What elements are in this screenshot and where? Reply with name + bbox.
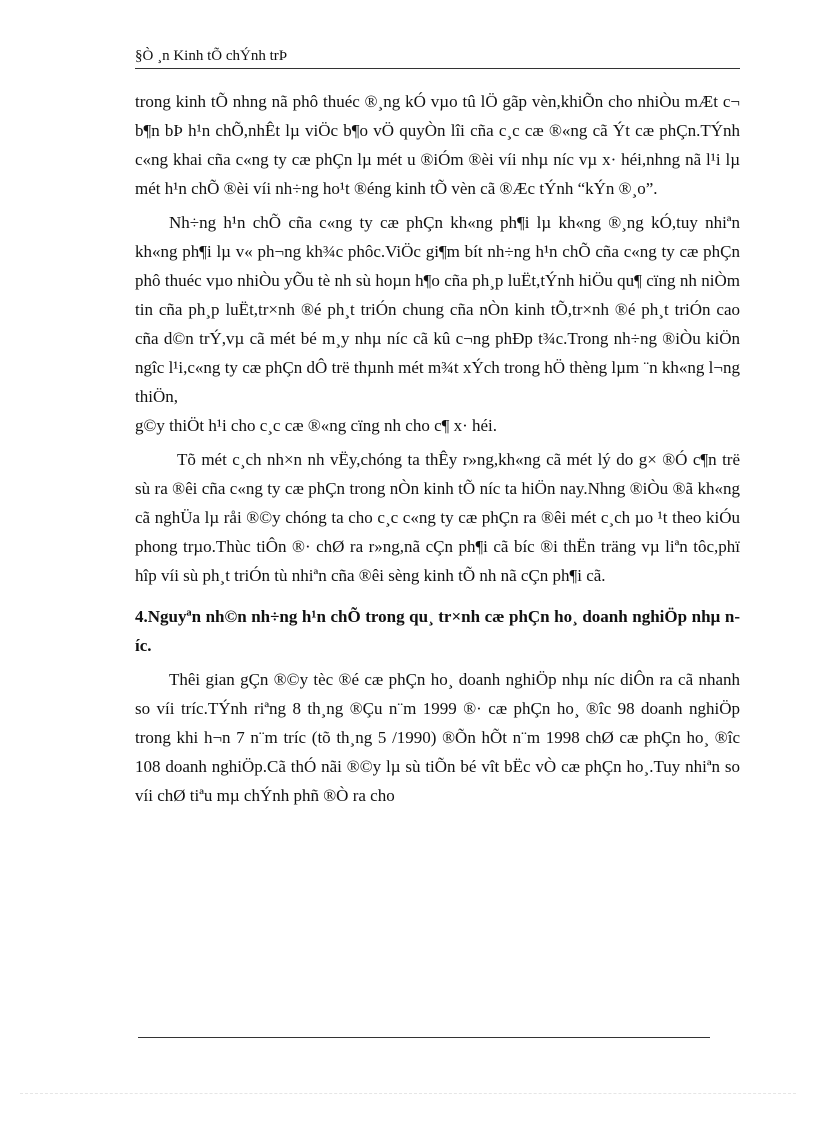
section-heading: 4.Nguyªn nh©n nh÷ng h¹n chÕ trong qu¸ tr×nh cæ phÇn ho¸ doanh nghiÖp nhµ níc.	[135, 607, 740, 655]
paragraph-conclusion: Tõ mét c¸ch nh×n nh vËy,chóng ta thÊy r»ng,kh«ng cã mét lý do g× ®Ó c¶n trë sù ra ®êi cña c«ng ty cæ phÇn trong nÒn kinh tÕ níc ta hiÖn nay.Nhng ®iÒu ®ã kh«ng cã nghÜa lµ råi ®©y chóng ta cho c¸c c«ng ty cæ phÇn ra ®êi mét c¸ch µo ¹t theo kiÓu phong trµo.Thùc tiÔn ®· chØ ra r»ng,nã cÇn ph¶i cã bíc ®i thËn träng vµ liªn tôc,phï hîp víi sù ph¸t triÓn tù nhiªn cña ®êi sèng kinh tÕ nh nã cÇn ph¶i cã.	[135, 450, 740, 585]
footer-rule	[138, 1037, 710, 1038]
paragraph-continuation: trong kinh tÕ nhng nã phô thuéc ®¸ng kÓ vµo tû lÖ gãp vèn,khiÕn cho nhiÒu mÆt c¬ b¶n bÞ h¹n chÕ,nhÊt lµ viÖc b¶o vÖ quyÒn lîi cña c¸c cæ ®«ng cã Ýt cæ phÇn.TÝnh c«ng khai cña c«ng ty cæ phÇn lµ mét u ®iÓm ®èi víi nhµ níc vµ x· héi,nhng nã l¹i lµ mét h¹n chÕ ®èi víi nh÷ng ho¹t ®éng kinh tÕ vèn cã ®Æc tÝnh “kÝn ®¸o”.	[135, 92, 740, 198]
paragraph-fragment: g©y thiÖt h¹i cho c¸c cæ ®«ng cïng nh cho c¶ x· héi.	[135, 416, 498, 435]
paragraph-limitations: Nh÷ng h¹n chÕ cña c«ng ty cæ phÇn kh«ng ph¶i lµ kh«ng ®¸ng kÓ,tuy nhiªn kh«ng ph¶i lµ v« ph¬ng kh¾c phôc.ViÖc gi¶m bít nh÷ng h¹n chÕ cña c«ng ty cæ phÇn phô thuéc vµo nhiÒu yÕu tè nh sù hoµn h¶o cña ph¸p luËt,tÝnh hiÖu qu¶ cïng nh niÒm tin cña ph¸p luËt,tr×nh ®é ph¸t triÓn chung cña nÒn kinh tÕ,tr×nh ®é ph¸t triÓn cao cña d©n trÝ,vµ cã mét bé m¸y nhµ níc cã kû c¬ng phÐp t¾c.Trong nh÷ng ®iÒu kiÖn ngîc l¹i,c«ng ty cæ phÇn dÔ trë thµnh mét m¾t xÝch trong hÖ thèng lµm ¨n kh«ng l¬ng thiÖn,	[135, 213, 740, 406]
header-rule	[135, 68, 740, 69]
running-header: §Ò ¸n Kinh tÕ chÝnh trÞ	[135, 48, 288, 64]
page-edge	[20, 1093, 796, 1094]
paragraph-progress: Thêi gian gÇn ®©y tèc ®é cæ phÇn ho¸ doanh nghiÖp nhµ níc diÔn ra cã nhanh so víi tríc.TÝnh riªng 8 th¸ng ®Çu n¨m 1999 ®· cæ phÇn ho¸ ®îc 98 doanh nghiÖp trong khi h¬n 7 n¨m tríc (tõ th¸ng 5 /1990) ®Õn hÕt n¨m 1998 chØ cæ phÇn ho¸ ®îc 108 doanh nghiÖp.Cã thÓ nãi ®©y lµ sù tiÕn bé vît bËc vÒ cæ phÇn ho¸.Tuy nhiªn so víi chØ tiªu mµ chÝnh phñ ®Ò ra cho	[135, 670, 740, 805]
document-body	[135, 87, 740, 810]
